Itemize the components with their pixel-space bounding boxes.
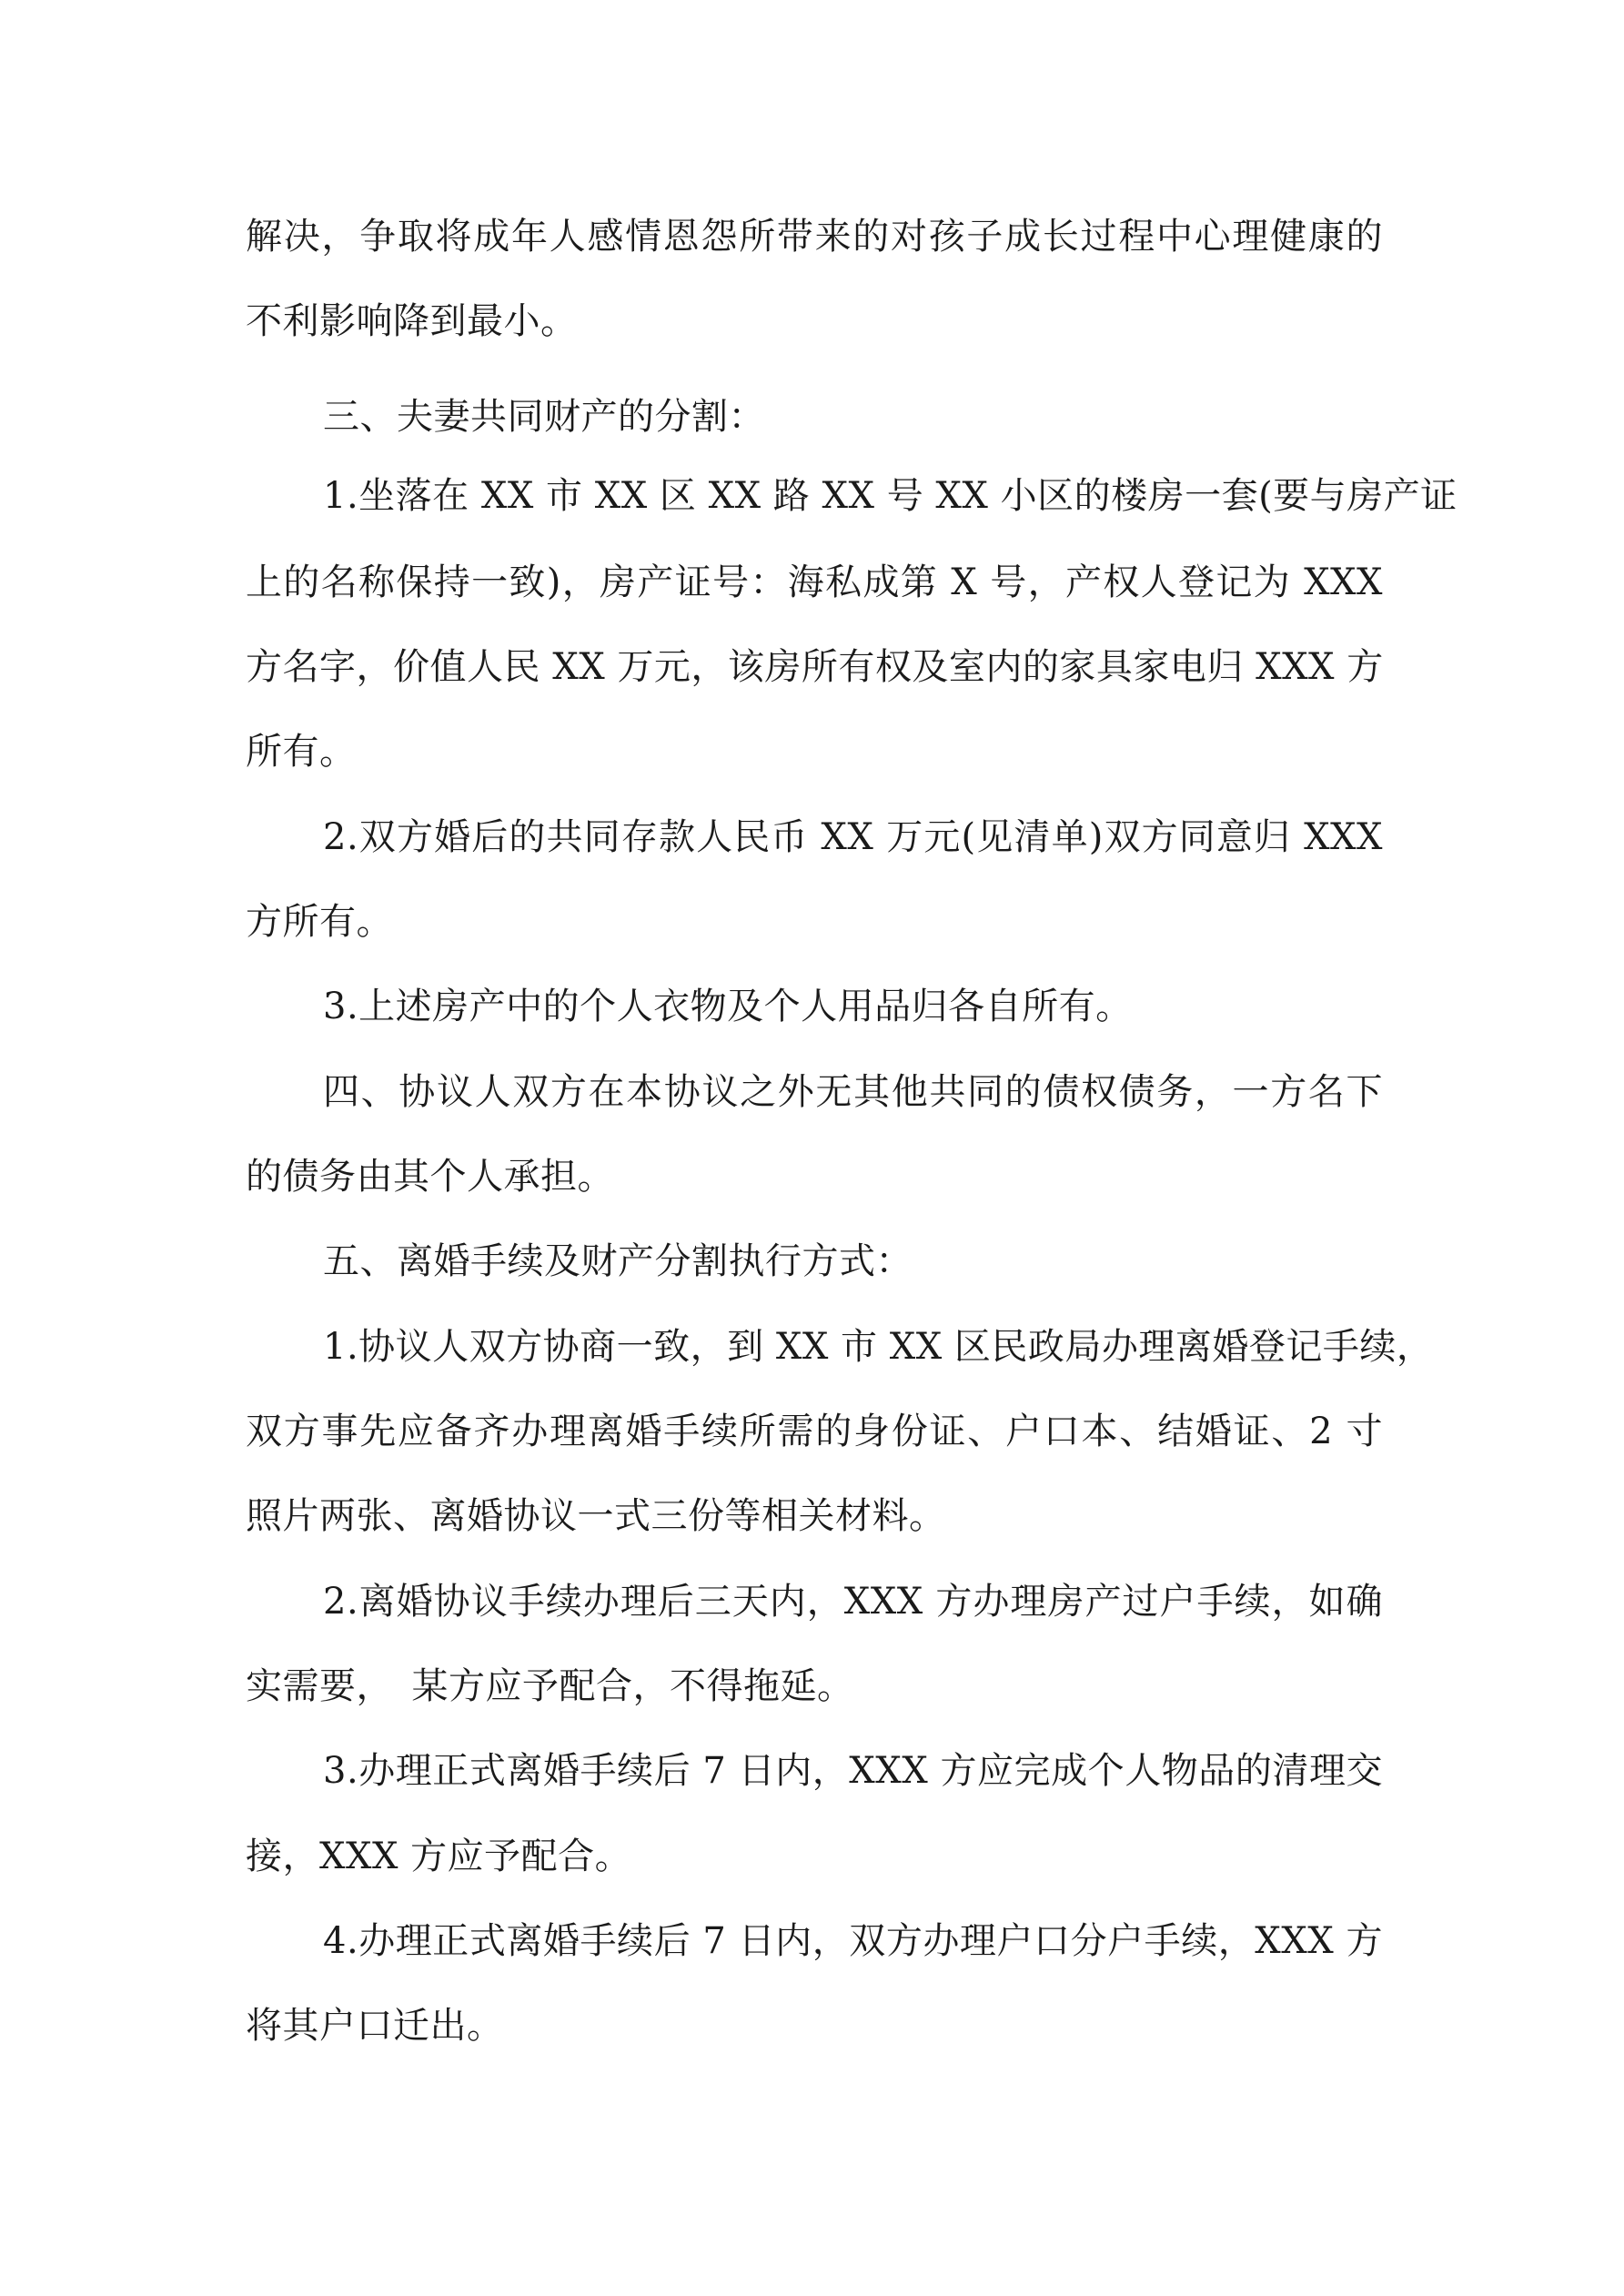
text-line: 3.上述房产中的个人衣物及个人用品归各自所有。 bbox=[323, 986, 1133, 1027]
text-line: 1.坐落在 XX 市 XX 区 XX 路 XX 号 XX 小区的楼房一套(要与房产证 bbox=[323, 475, 1458, 517]
text-line: 双方事先应备齐办理离婚手续所需的身份证、户口本、结婚证、2 寸 bbox=[246, 1411, 1383, 1452]
text-line: 方名字，价值人民 XX 万元，该房所有权及室内的家具家电归 XXX 方 bbox=[246, 646, 1384, 688]
text-line: 3.办理正式离婚手续后 7 日内，XXX 方应完成个人物品的清理交 bbox=[323, 1750, 1383, 1792]
text-line: 所有。 bbox=[246, 731, 357, 773]
section-heading: 三、夫妻共同财产的分割： bbox=[323, 396, 765, 438]
section-heading: 四、协议人双方在本协议之外无其他共同的债权债务，一方名下 bbox=[323, 1071, 1383, 1113]
text-line: 2.双方婚后的共同存款人民币 XX 万元(见清单)双方同意归 XXX bbox=[323, 816, 1383, 858]
text-line: 将其户口迁出。 bbox=[246, 2005, 504, 2047]
text-line: 的债务由其个人承担。 bbox=[246, 1156, 614, 1198]
text-line: 方所有。 bbox=[246, 901, 393, 943]
text-line: 接，XXX 方应予配合。 bbox=[246, 1836, 632, 1877]
text-line: 解决，争取将成年人感情恩怨所带来的对孩子成长过程中心理健康的 bbox=[246, 216, 1383, 258]
text-line: 实需要， 某方应予配合，不得拖延。 bbox=[246, 1665, 854, 1707]
section-heading: 五、离婚手续及财产分割执行方式： bbox=[323, 1240, 913, 1282]
text-line: 照片两张、离婚协议一式三份等相关材料。 bbox=[246, 1495, 946, 1537]
text-line: 1.协议人双方协商一致，到 XX 市 XX 区民政局办理离婚登记手续， bbox=[323, 1326, 1434, 1368]
text-line: 2.离婚协议手续办理后三天内，XXX 方办理房产过户手续，如确 bbox=[323, 1581, 1383, 1623]
text-line: 不利影响降到最小。 bbox=[246, 300, 578, 342]
text-line: 4.办理正式离婚手续后 7 日内，双方办理户口分户手续，XXX 方 bbox=[323, 1920, 1383, 1962]
text-line: 上的名称保持一致)，房产证号：海私成第 X 号，产权人登记为 XXX bbox=[246, 561, 1383, 603]
